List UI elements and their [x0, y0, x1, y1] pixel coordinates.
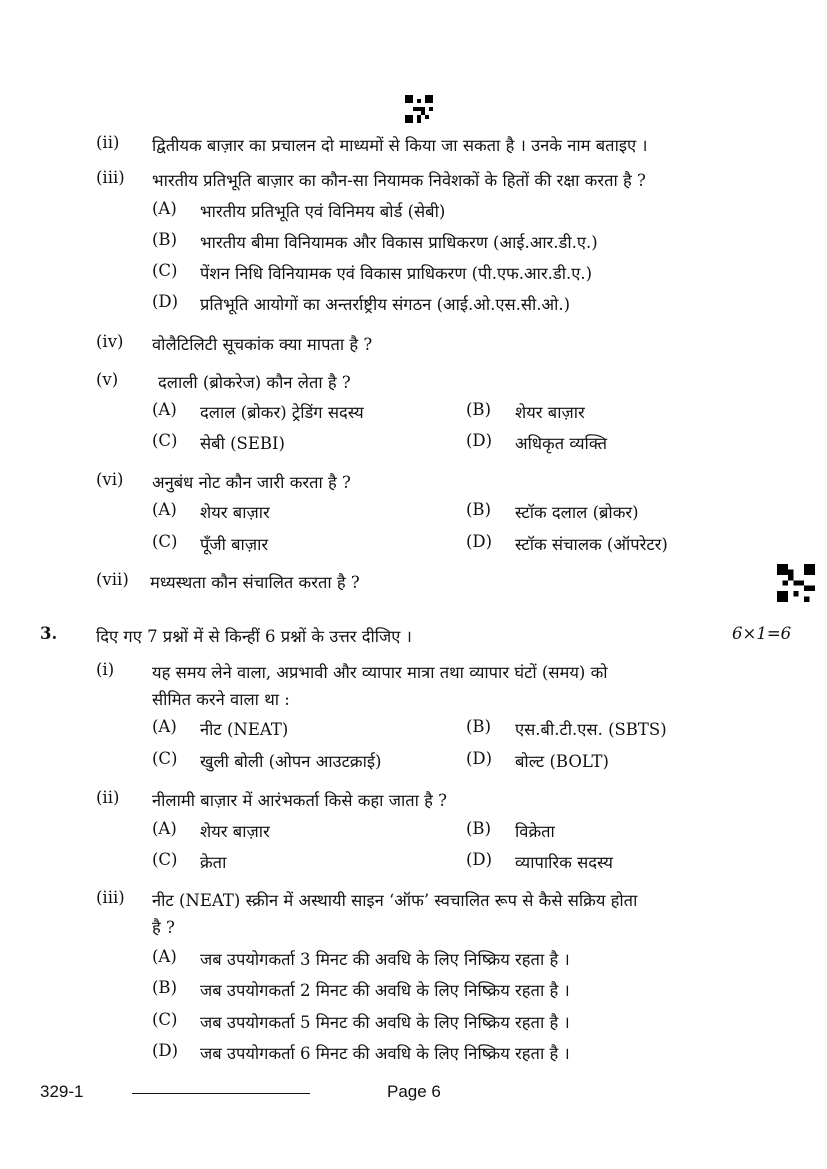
q3-iii-text-line2: है ?	[152, 918, 175, 937]
paper-code: 329-1	[40, 1082, 84, 1101]
q2-iv-text: वोलैटिलिटी सूचकांक क्या मापता है ?	[152, 335, 373, 354]
q3-ii-option-label: (A)	[152, 819, 177, 838]
q3-i-option-text: बोल्ट (BOLT)	[515, 752, 609, 771]
q3-iii-option-text: जब उपयोगकर्ता 5 मिनट की अवधि के लिए निष्क्रिय रहता है ।	[200, 1013, 570, 1032]
q2-iii-option-text: प्रतिभूति आयोगों का अन्तर्राष्ट्रीय संगठन (आई.ओ.एस.सी.ओ.)	[200, 295, 571, 314]
q3-ii-number: (ii)	[96, 788, 120, 807]
q3-i-option-label: (B)	[466, 717, 491, 736]
q2-iii-option-label: (A)	[152, 199, 177, 218]
q2-vii-text: मध्यस्थता कौन संचालित करता है ?	[150, 573, 360, 592]
q3-iii-text-line1: नीट (NEAT) स्क्रीन में अस्थायी साइन ‘ऑफ’ स्वचालित रूप से कैसे सक्रिय होता	[152, 891, 638, 910]
q2-ii-text: द्वितीयक बाज़ार का प्रचालन दो माध्यमों से किया जा सकता है । उनके नाम बताइए ।	[152, 136, 648, 155]
q2-v-option-text: सेबी (SEBI)	[200, 434, 285, 453]
q2-v-option-label: (D)	[466, 431, 493, 450]
q3-ii-option-text: विक्रेता	[515, 822, 555, 841]
q3-ii-option-label: (D)	[466, 850, 493, 869]
q3-instruction: दिए गए 7 प्रश्नों में से किन्हीं 6 प्रश्नों के उत्तर दीजिए ।	[96, 627, 412, 646]
q2-iii-option-label: (B)	[152, 230, 177, 249]
q3-ii-option-label: (C)	[152, 850, 178, 869]
q2-v-number: (v)	[96, 370, 119, 389]
q3-marks: 6×1=6	[732, 624, 792, 643]
q3-i-text-line2: सीमित करने वाला था :	[152, 690, 290, 709]
q2-vi-option-text: शेयर बाज़ार	[200, 503, 270, 522]
q2-iii-text: भारतीय प्रतिभूति बाज़ार का कौन-सा नियामक निवेशकों के हितों की रक्षा करता है ?	[152, 171, 646, 190]
q2-vi-option-text: स्टॉक संचालक (ऑपरेटर)	[515, 535, 668, 554]
q2-iv-number: (iv)	[96, 332, 124, 351]
q3-ii-option-label: (B)	[466, 819, 491, 838]
q3-iii-option-label: (A)	[152, 947, 177, 966]
q3-ii-option-text: क्रेता	[200, 853, 227, 872]
q3-i-number: (i)	[96, 660, 115, 679]
q3-iii-option-label: (B)	[152, 978, 177, 997]
qr-code-top-icon	[405, 95, 433, 123]
q2-ii-number: (ii)	[96, 133, 120, 152]
q3-i-text-line1: यह समय लेने वाला, अप्रभावी और व्यापार मात्रा तथा व्यापार घंटों (समय) को	[152, 663, 608, 682]
q3-i-option-label: (D)	[466, 749, 493, 768]
q3-iii-option-text: जब उपयोगकर्ता 2 मिनट की अवधि के लिए निष्क्रिय रहता है ।	[200, 981, 570, 1000]
footer-divider	[132, 1093, 310, 1094]
q2-iii-option-label: (D)	[152, 292, 179, 311]
q2-vi-text: अनुबंध नोट कौन जारी करता है ?	[152, 473, 351, 492]
q2-v-option-label: (B)	[466, 400, 491, 419]
q2-vi-option-label: (B)	[466, 500, 491, 519]
q3-i-option-label: (C)	[152, 749, 178, 768]
q2-v-option-text: अधिकृत व्यक्ति	[515, 434, 608, 453]
q2-iii-option-text: भारतीय प्रतिभूति एवं विनिमय बोर्ड (सेबी)	[200, 202, 446, 221]
q2-vi-option-label: (C)	[152, 532, 178, 551]
q3-i-option-text: नीट (NEAT)	[200, 720, 289, 739]
q3-iii-option-label: (D)	[152, 1041, 179, 1060]
q2-vi-option-label: (A)	[152, 500, 177, 519]
q3-ii-option-text: व्यापारिक सदस्य	[515, 853, 613, 872]
q2-v-option-text: दलाल (ब्रोकर) ट्रेडिंग सदस्य	[200, 403, 364, 422]
q2-iii-option-text: भारतीय बीमा विनियामक और विकास प्राधिकरण (आई.आर.डी.ए.)	[200, 233, 598, 252]
q2-iii-number: (iii)	[96, 168, 125, 187]
q2-v-text: दलाली (ब्रोकरेज) कौन लेता है ?	[158, 373, 351, 392]
q2-vi-option-label: (D)	[466, 532, 493, 551]
q3-iii-option-text: जब उपयोगकर्ता 3 मिनट की अवधि के लिए निष्क्रिय रहता है ।	[200, 950, 570, 969]
q2-iii-option-text: पेंशन निधि विनियामक एवं विकास प्राधिकरण (पी.एफ.आर.डी.ए.)	[200, 264, 593, 283]
qr-code-side-icon	[777, 564, 815, 602]
q2-v-option-text: शेयर बाज़ार	[515, 403, 585, 422]
q2-vi-option-text: पूँजी बाज़ार	[200, 535, 269, 554]
page-number: Page 6	[387, 1082, 441, 1101]
q3-iii-number: (iii)	[96, 888, 125, 907]
q3-ii-option-text: शेयर बाज़ार	[200, 822, 270, 841]
q3-i-option-text: एस.बी.टी.एस. (SBTS)	[515, 720, 667, 739]
q2-v-option-label: (C)	[152, 431, 178, 450]
q3-ii-text: नीलामी बाज़ार में आरंभकर्ता किसे कहा जाता है ?	[152, 791, 447, 810]
q2-vi-option-text: स्टॉक दलाल (ब्रोकर)	[515, 503, 639, 522]
q3-iii-option-label: (C)	[152, 1010, 178, 1029]
q3-number: 3.	[40, 624, 58, 643]
q3-i-option-text: खुली बोली (ओपन आउटक्राई)	[200, 752, 382, 771]
q3-i-option-label: (A)	[152, 717, 177, 736]
q3-iii-option-text: जब उपयोगकर्ता 6 मिनट की अवधि के लिए निष्क्रिय रहता है ।	[200, 1044, 570, 1063]
q2-vi-number: (vi)	[96, 470, 124, 489]
q2-v-option-label: (A)	[152, 400, 177, 419]
q2-vii-number: (vii)	[96, 570, 129, 589]
q2-iii-option-label: (C)	[152, 261, 178, 280]
